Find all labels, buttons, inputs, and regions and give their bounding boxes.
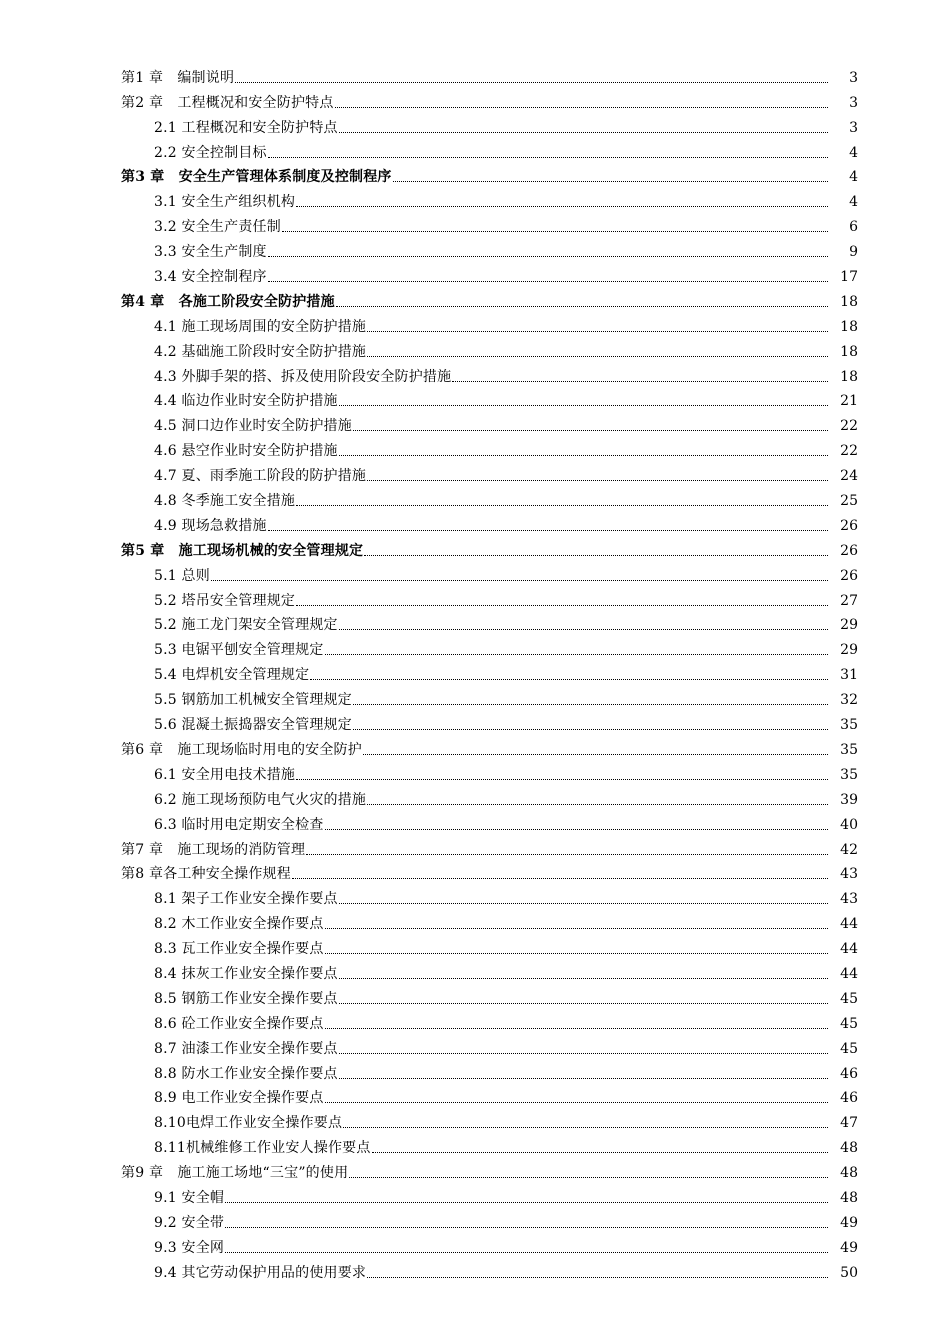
toc-page-number: 45 — [840, 1015, 858, 1032]
toc-section-entry[interactable] — [121, 585, 861, 610]
toc-page-number: 44 — [840, 916, 858, 933]
toc-dot-leader — [325, 829, 828, 830]
toc-section-entry[interactable] — [121, 1132, 861, 1157]
toc-dot-leader — [367, 480, 828, 481]
toc-section-entry[interactable] — [121, 1058, 861, 1083]
toc-entry-title: 8.3 瓦工作业安全操作要点 — [154, 941, 324, 958]
toc-section-entry[interactable] — [121, 709, 861, 734]
toc-page-number: 26 — [840, 542, 858, 559]
toc-dot-leader — [353, 430, 828, 431]
toc-entry-title: 5.1 总则 — [154, 567, 210, 584]
toc-page-number: 18 — [840, 293, 858, 310]
toc-page-number: 24 — [840, 468, 858, 485]
toc-page-number: 46 — [840, 1065, 858, 1082]
toc-entry-title: 5.4 电焊机安全管理规定 — [154, 667, 310, 684]
toc-section-entry[interactable] — [121, 336, 861, 361]
toc-chapter-entry[interactable] — [121, 535, 861, 560]
toc-dot-leader — [335, 107, 828, 108]
toc-section-entry[interactable] — [121, 186, 861, 211]
toc-dot-leader — [268, 281, 828, 282]
toc-entry-title: 3.4 安全控制程序 — [154, 269, 267, 286]
toc-entry-title: 第4 章 各施工阶段安全防护措施 — [121, 293, 335, 310]
toc-entry-title: 4.2 基础施工阶段时安全防护措施 — [154, 343, 367, 360]
toc-section-entry[interactable] — [121, 311, 861, 336]
toc-page-number: 43 — [840, 866, 858, 883]
toc-section-entry[interactable] — [121, 386, 861, 411]
toc-page-number: 22 — [840, 443, 858, 460]
toc-section-entry[interactable] — [121, 809, 861, 834]
toc-chapter-entry[interactable] — [121, 286, 861, 311]
toc-page-number: 9 — [849, 244, 858, 261]
toc-page-number: 45 — [840, 990, 858, 1007]
toc-dot-leader — [268, 256, 828, 257]
toc-dot-leader — [353, 704, 828, 705]
toc-page-number: 49 — [840, 1239, 858, 1256]
toc-entry-title: 8.7 油漆工作业安全操作要点 — [154, 1040, 338, 1057]
toc-section-entry[interactable] — [121, 485, 861, 510]
toc-dot-leader — [372, 1152, 828, 1153]
toc-page-number: 29 — [840, 617, 858, 634]
toc-entry-title: 6.1 安全用电技术措施 — [154, 766, 296, 783]
toc-section-entry[interactable] — [121, 1008, 861, 1033]
toc-page-number: 21 — [840, 393, 858, 410]
toc-section-entry[interactable] — [121, 1107, 861, 1132]
toc-dot-leader — [306, 854, 828, 855]
toc-page-number: 45 — [840, 1040, 858, 1057]
toc-page-number: 39 — [840, 791, 858, 808]
toc-dot-leader — [353, 729, 828, 730]
toc-section-entry[interactable] — [121, 634, 861, 659]
toc-entry-title: 9.4 其它劳动保护用品的使用要求 — [154, 1264, 367, 1281]
toc-entry-title: 9.1 安全帽 — [154, 1189, 225, 1206]
toc-entry-title: 第1 章 编制说明 — [121, 69, 235, 86]
toc-section-entry[interactable] — [121, 784, 861, 809]
toc-dot-leader — [367, 804, 828, 805]
toc-dot-leader — [325, 654, 828, 655]
toc-entry-title: 6.3 临时用电定期安全检查 — [154, 816, 324, 833]
toc-page-number: 17 — [840, 269, 858, 286]
toc-page-number: 48 — [840, 1165, 858, 1182]
toc-section-entry[interactable] — [121, 261, 861, 286]
toc-page-number: 26 — [840, 567, 858, 584]
toc-entry-title: 第5 章 施工现场机械的安全管理规定 — [121, 542, 364, 559]
toc-entry-title: 5.3 电锯平刨安全管理规定 — [154, 642, 324, 659]
toc-dot-leader — [339, 978, 828, 979]
toc-entry-title: 6.2 施工现场预防电气火灾的措施 — [154, 791, 367, 808]
toc-entry-title: 4.9 现场急救措施 — [154, 517, 267, 534]
toc-dot-leader — [339, 629, 828, 630]
toc-page-number: 26 — [840, 517, 858, 534]
toc-entry-title: 4.3 外脚手架的搭、拆及使用阶段安全防护措施 — [154, 368, 452, 385]
toc-dot-leader — [310, 679, 828, 680]
toc-entry-title: 第6 章 施工现场临时用电的安全防护 — [121, 741, 362, 758]
toc-dot-leader — [367, 356, 828, 357]
toc-page-number: 29 — [840, 642, 858, 659]
toc-entry-title: 第2 章 工程概况和安全防护特点 — [121, 94, 334, 111]
toc-page-number: 25 — [840, 493, 858, 510]
toc-entry-title: 4.6 悬空作业时安全防护措施 — [154, 443, 338, 460]
toc-section-entry[interactable] — [121, 933, 861, 958]
toc-entry-title: 5.6 混凝土振捣器安全管理规定 — [154, 717, 352, 734]
toc-dot-leader — [225, 1252, 828, 1253]
toc-page-number: 4 — [849, 144, 858, 161]
toc-section-entry[interactable] — [121, 1182, 861, 1207]
toc-dot-leader — [339, 1053, 828, 1054]
toc-page-number: 3 — [849, 94, 858, 111]
toc-entry-title: 8.10电焊工作业安全操作要点 — [154, 1115, 343, 1132]
toc-dot-leader — [325, 928, 828, 929]
toc-entry-title: 8.11机械维修工作业安人操作要点 — [154, 1140, 371, 1157]
toc-entry-title: 4.8 冬季施工安全措施 — [154, 493, 296, 510]
toc-entry-title: 8.4 抹灰工作业安全操作要点 — [154, 965, 338, 982]
toc-dot-leader — [268, 530, 828, 531]
toc-entry-title: 8.1 架子工作业安全操作要点 — [154, 891, 338, 908]
toc-dot-leader — [393, 181, 828, 182]
toc-dot-leader — [339, 903, 828, 904]
toc-page-number: 43 — [840, 891, 858, 908]
toc-page-number: 47 — [840, 1115, 858, 1132]
toc-page-number: 42 — [840, 841, 858, 858]
toc-section-entry[interactable] — [121, 983, 861, 1008]
toc-dot-leader — [367, 331, 828, 332]
toc-dot-leader — [339, 1003, 828, 1004]
toc-chapter-entry[interactable] — [121, 859, 861, 884]
toc-page-number: 46 — [840, 1090, 858, 1107]
toc-page-number: 31 — [840, 667, 858, 684]
toc-section-entry[interactable] — [121, 1207, 861, 1232]
toc-chapter-entry[interactable] — [121, 834, 861, 859]
toc-page-number: 18 — [840, 343, 858, 360]
toc-page-number: 4 — [849, 194, 858, 211]
toc-page-number: 18 — [840, 318, 858, 335]
toc-dot-leader — [296, 605, 828, 606]
toc-entry-title: 4.7 夏、雨季施工阶段的防护措施 — [154, 468, 367, 485]
toc-dot-leader — [336, 306, 828, 307]
toc-dot-leader — [364, 555, 828, 556]
toc-entry-title: 4.5 洞口边作业时安全防护措施 — [154, 418, 352, 435]
toc-page-number: 35 — [840, 717, 858, 734]
toc-entry-title: 8.6 砼工作业安全操作要点 — [154, 1015, 324, 1032]
toc-dot-leader — [325, 1028, 828, 1029]
toc-entry-title: 第3 章 安全生产管理体系制度及控制程序 — [121, 169, 392, 186]
toc-entry-title: 2.1 工程概况和安全防护特点 — [154, 119, 338, 136]
toc-section-entry[interactable] — [121, 908, 861, 933]
toc-entry-title: 第8 章各工种安全操作规程 — [121, 866, 291, 883]
toc-section-entry[interactable] — [121, 659, 861, 684]
toc-section-entry[interactable] — [121, 435, 861, 460]
toc-page-number: 22 — [840, 418, 858, 435]
toc-chapter-entry[interactable] — [121, 62, 861, 87]
toc-dot-leader — [452, 381, 828, 382]
toc-dot-leader — [325, 1102, 828, 1103]
toc-entry-title: 第9 章 施工施工场地“三宝”的使用 — [121, 1165, 349, 1182]
toc-section-entry[interactable] — [121, 1083, 861, 1108]
toc-entry-title: 5.2 施工龙门架安全管理规定 — [154, 617, 338, 634]
toc-section-entry[interactable] — [121, 112, 861, 137]
toc-section-entry[interactable] — [121, 410, 861, 435]
toc-dot-leader — [268, 157, 828, 158]
toc-entry-title: 8.5 钢筋工作业安全操作要点 — [154, 990, 338, 1007]
toc-page-number: 40 — [840, 816, 858, 833]
toc-section-entry[interactable] — [121, 361, 861, 386]
toc-page-number: 4 — [849, 169, 858, 186]
toc-entry-title: 5.5 钢筋加工机械安全管理规定 — [154, 692, 352, 709]
toc-page-number: 44 — [840, 941, 858, 958]
toc-dot-leader — [339, 455, 828, 456]
toc-page-number: 32 — [840, 692, 858, 709]
toc-dot-leader — [343, 1127, 828, 1128]
toc-section-entry[interactable] — [121, 1033, 861, 1058]
toc-dot-leader — [296, 779, 828, 780]
toc-entry-title: 8.8 防水工作业安全操作要点 — [154, 1065, 338, 1082]
toc-entry-title: 3.3 安全生产制度 — [154, 244, 267, 261]
toc-section-entry[interactable] — [121, 560, 861, 585]
toc-section-entry[interactable] — [121, 510, 861, 535]
toc-entry-title: 5.2 塔吊安全管理规定 — [154, 592, 296, 609]
toc-chapter-entry[interactable] — [121, 734, 861, 759]
toc-section-entry[interactable] — [121, 236, 861, 261]
toc-dot-leader — [325, 953, 828, 954]
toc-section-entry[interactable] — [121, 684, 861, 709]
toc-dot-leader — [235, 82, 828, 83]
toc-dot-leader — [367, 1277, 828, 1278]
toc-entry-title: 2.2 安全控制目标 — [154, 144, 267, 161]
toc-dot-leader — [339, 405, 828, 406]
toc-dot-leader — [363, 754, 828, 755]
toc-section-entry[interactable] — [121, 759, 861, 784]
toc-page-number: 35 — [840, 741, 858, 758]
toc-dot-leader — [225, 1227, 828, 1228]
toc-chapter-entry[interactable] — [121, 87, 861, 112]
toc-entry-title: 9.2 安全带 — [154, 1214, 225, 1231]
toc-entry-title: 8.2 木工作业安全操作要点 — [154, 916, 324, 933]
toc-section-entry[interactable] — [121, 460, 861, 485]
toc-entry-title: 3.2 安全生产责任制 — [154, 219, 281, 236]
toc-section-entry[interactable] — [121, 958, 861, 983]
toc-dot-leader — [211, 580, 828, 581]
toc-chapter-entry[interactable] — [121, 162, 861, 187]
toc-entry-title: 3.1 安全生产组织机构 — [154, 194, 296, 211]
toc-page-number: 48 — [840, 1140, 858, 1157]
toc-page-number: 35 — [840, 766, 858, 783]
toc-page-number: 6 — [849, 219, 858, 236]
toc-page-number: 27 — [840, 592, 858, 609]
toc-entry-title: 4.4 临边作业时安全防护措施 — [154, 393, 338, 410]
toc-page-number: 3 — [849, 69, 858, 86]
toc-page-number: 48 — [840, 1189, 858, 1206]
toc-section-entry[interactable] — [121, 883, 861, 908]
toc-entry-title: 9.3 安全网 — [154, 1239, 225, 1256]
toc-section-entry[interactable] — [121, 137, 861, 162]
toc-page-number: 49 — [840, 1214, 858, 1231]
toc-dot-leader — [296, 206, 828, 207]
toc-entry-title: 8.9 电工作业安全操作要点 — [154, 1090, 324, 1107]
toc-dot-leader — [339, 1078, 828, 1079]
toc-section-entry[interactable] — [121, 1257, 861, 1282]
toc-section-entry[interactable] — [121, 211, 861, 236]
toc-section-entry[interactable] — [121, 610, 861, 635]
toc-dot-leader — [225, 1202, 828, 1203]
toc-page-number: 44 — [840, 965, 858, 982]
toc-dot-leader — [282, 231, 828, 232]
toc-section-entry[interactable] — [121, 1232, 861, 1257]
table-of-contents — [121, 62, 861, 1282]
toc-page-number: 50 — [840, 1264, 858, 1281]
toc-dot-leader — [349, 1177, 828, 1178]
toc-dot-leader — [296, 505, 828, 506]
toc-entry-title: 第7 章 施工现场的消防管理 — [121, 841, 306, 858]
toc-dot-leader — [339, 132, 828, 133]
toc-dot-leader — [292, 878, 828, 879]
toc-chapter-entry[interactable] — [121, 1157, 861, 1182]
toc-entry-title: 4.1 施工现场周围的安全防护措施 — [154, 318, 367, 335]
toc-page-number: 3 — [849, 119, 858, 136]
toc-page-number: 18 — [840, 368, 858, 385]
